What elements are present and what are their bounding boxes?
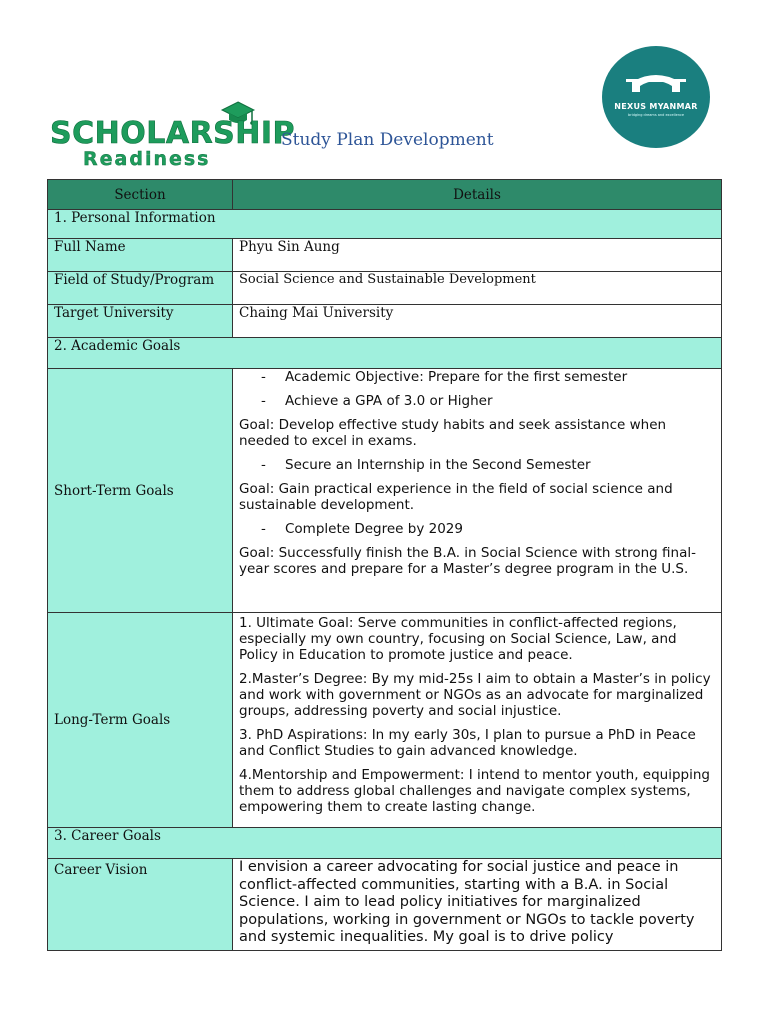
goal-text: Goal: Successfully finish the B.A. in Social Science with strong final-year scores and prepare for a Master’s degree program in the U.S. bbox=[239, 545, 696, 577]
section-title-personal: 1. Personal Information bbox=[48, 210, 722, 239]
row-label: Field of Study/Program bbox=[48, 272, 233, 305]
table-row bbox=[48, 305, 722, 338]
list-item: - Academic Objective: Prepare for the first semester bbox=[261, 369, 628, 385]
career-vision-label: Career Vision bbox=[48, 859, 233, 951]
table-row bbox=[48, 272, 722, 305]
column-header-details: Details bbox=[233, 180, 722, 210]
section-row-academic bbox=[48, 338, 722, 369]
table-header-row bbox=[48, 180, 722, 210]
table-row bbox=[48, 239, 722, 272]
list-item: - Achieve a GPA of 3.0 or Higher bbox=[261, 393, 493, 409]
short-term-goals-label: Short-Term Goals bbox=[48, 369, 233, 613]
nexus-myanmar-badge bbox=[602, 46, 710, 148]
section-row-career bbox=[48, 828, 722, 859]
row-value: Chaing Mai University bbox=[233, 305, 722, 338]
logo-subtitle: Readiness bbox=[83, 148, 211, 170]
badge-name: NEXUS MYANMAR bbox=[614, 102, 698, 111]
badge-tagline: bridging dreams and excellence bbox=[627, 113, 685, 117]
table-row bbox=[48, 859, 722, 951]
row-label: Target University bbox=[48, 305, 233, 338]
logo-title: SCHOLARSHIP bbox=[50, 116, 296, 151]
table-row bbox=[48, 369, 722, 613]
long-term-goal-3: 3. PhD Aspirations: In my early 30s, I plan to pursue a PhD in Peace and Conflict Studies to gain advanced knowledge. bbox=[239, 727, 696, 759]
list-item: - Complete Degree by 2029 bbox=[261, 521, 463, 537]
long-term-goals-label: Long-Term Goals bbox=[48, 613, 233, 828]
career-vision-text: I envision a career advocating for social justice and peace in conflict-affected communities, starting with a B.A. in Social Science. I aim to lead policy initiatives for marginalized populations, working in government or NGOs to tackle poverty and systemic inequalities. My goal is to drive policy bbox=[233, 859, 722, 951]
section-title-career: 3. Career Goals bbox=[48, 828, 722, 859]
row-value: Phyu Sin Aung bbox=[233, 239, 722, 272]
table-row bbox=[48, 613, 722, 828]
list-item: - Secure an Internship in the Second Semester bbox=[261, 457, 591, 473]
section-title-academic: 2. Academic Goals bbox=[48, 338, 722, 369]
long-term-goal-1: 1. Ultimate Goal: Serve communities in conflict-affected regions, especially my own country, focusing on Social Science, Law, and Policy in Education to promote justice and peace. bbox=[239, 615, 677, 663]
goal-text: Goal: Develop effective study habits and seek assistance when needed to excel in exams. bbox=[239, 417, 667, 449]
goal-text: Goal: Gain practical experience in the field of social science and sustainable development. bbox=[239, 481, 673, 513]
section-row-personal bbox=[48, 210, 722, 239]
bridge-icon bbox=[602, 46, 710, 148]
row-value: Social Science and Sustainable Development bbox=[233, 272, 722, 305]
row-label: Full Name bbox=[48, 239, 233, 272]
scholarship-readiness-logo bbox=[50, 100, 296, 172]
study-plan-table bbox=[47, 179, 722, 951]
document-title: Study Plan Development bbox=[281, 130, 494, 150]
column-header-section: Section bbox=[48, 180, 233, 210]
long-term-goals-details bbox=[233, 613, 722, 828]
long-term-goal-2: 2.Master’s Degree: By my mid-25s I aim to obtain a Master’s in policy and work with government or NGOs as an advocate for marginalized groups, addressing poverty and social injustice. bbox=[239, 671, 711, 719]
long-term-goal-4: 4.Mentorship and Empowerment: I intend to mentor youth, equipping them to address global challenges and navigate complex systems, empowering them to create lasting change. bbox=[239, 767, 710, 815]
short-term-goals-details bbox=[233, 369, 722, 613]
